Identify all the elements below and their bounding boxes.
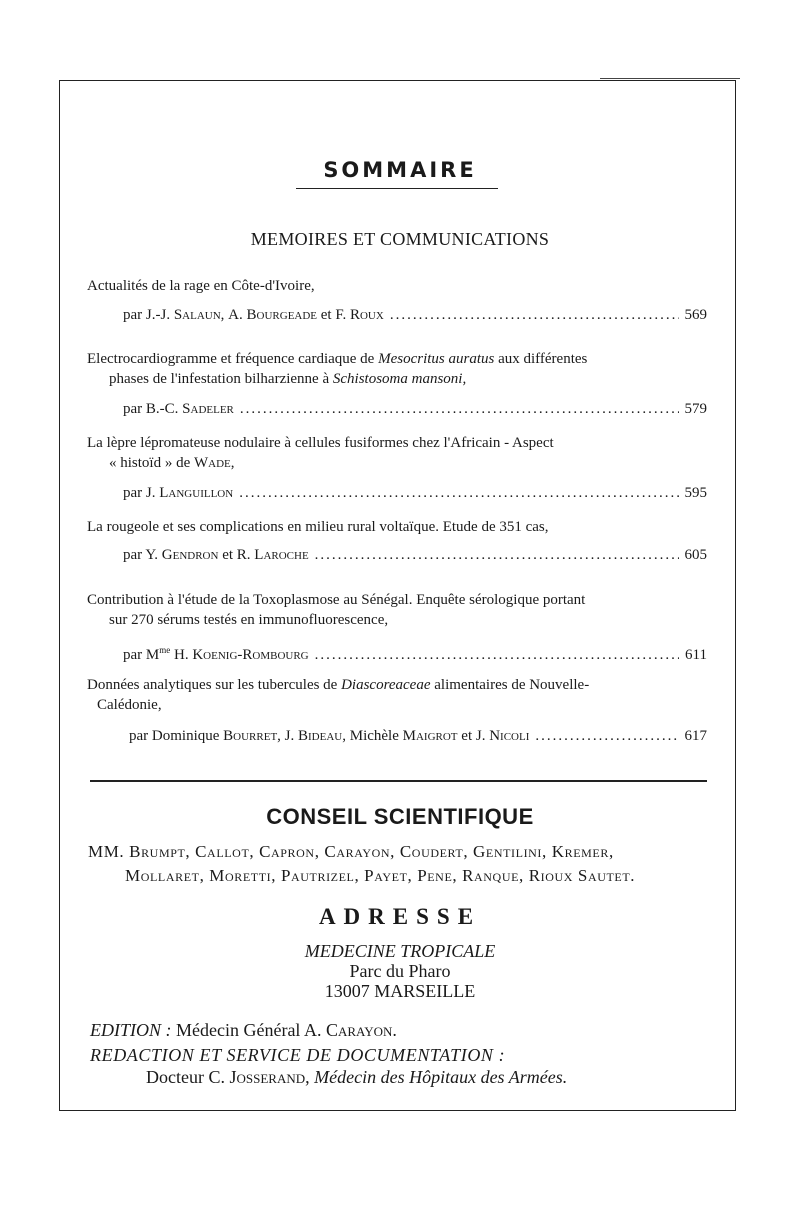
dot-leader <box>239 483 678 503</box>
entry-authors: par $M^{me}$ H. Koenig-Rombourg <box>123 645 309 663</box>
adresse-street: Parc du Pharo <box>349 961 451 981</box>
docteur-line: Docteur C. Josserand, Médecin des Hôpitaux des Armées. <box>146 1067 568 1087</box>
entry-page-number: 611 <box>685 647 707 663</box>
section-divider <box>90 780 707 782</box>
entry-authors: par Dominique Bourret, J. Bideau, Michèle Maigrot et J. Nicoli <box>129 728 530 744</box>
conseil-title: CONSEIL SCIENTIFIQUE <box>266 804 534 829</box>
frame-bottom-border <box>59 1110 736 1111</box>
entry-title-continued: Calédonie, <box>97 697 162 713</box>
toc-entry <box>87 590 707 665</box>
dot-leader <box>240 399 679 419</box>
toc-entry <box>87 433 707 503</box>
adresse-city: 13007 MARSEILLE <box>324 981 476 1001</box>
toc-entry <box>87 349 707 419</box>
frame-top-border <box>59 80 736 81</box>
dot-leader <box>390 305 679 325</box>
entry-title: Electrocardiogramme et fréquence cardiaque de Mesocritus auratus aux différentes <box>87 351 588 367</box>
entry-byline <box>87 545 707 565</box>
entry-title: Données analytiques sur les tubercules de Diascoreaceae alimentaires de Nouvelle- <box>87 677 590 693</box>
dot-leader <box>315 645 679 665</box>
entry-title: Contribution à l'étude de la Toxoplasmose au Sénégal. Enquête sérologique portant <box>87 592 586 608</box>
entry-page-number: 569 <box>684 307 707 323</box>
entry-page-number: 605 <box>684 547 707 563</box>
entry-title: Actualités de la rage en Côte-d'Ivoire, <box>87 278 315 294</box>
entry-authors: par Y. Gendron et R. Laroche <box>123 547 309 563</box>
toc-entry <box>87 517 707 565</box>
frame-top-stroke <box>600 78 740 79</box>
entry-authors: par B.-C. Sadeler <box>123 401 234 417</box>
redaction-label: REDACTION ET SERVICE DE DOCUMENTATION : <box>90 1045 506 1065</box>
sommaire-heading: SOMMAIRE <box>323 158 477 182</box>
conseil-members-line-1: MM. Brumpt, Callot, Capron, Carayon, Coudert, Gentilini, Kremer, <box>88 842 614 861</box>
adresse-title: ADRESSE <box>318 904 482 929</box>
entry-byline <box>87 640 707 665</box>
toc-entry <box>87 675 707 746</box>
entry-title-continued: phases de l'infestation bilharzienne à Schistosoma mansoni, <box>109 371 467 387</box>
adresse-journal-name: MEDECINE TROPICALE <box>304 941 496 961</box>
entry-page-number: 595 <box>684 485 707 501</box>
edition-label: EDITION : <box>90 1020 172 1040</box>
entry-page-number: 617 <box>684 728 707 744</box>
entry-authors: par J.-J. Salaun, A. Bourgeade et F. Roux <box>123 307 384 323</box>
conseil-members-line-2: Mollaret, Moretti, Pautrizel, Payet, Pene, Ranque, Rioux Sautet. <box>125 866 636 885</box>
entry-title-continued: « histoïd » de Wade, <box>109 455 235 471</box>
dot-leader <box>315 545 679 565</box>
entry-page-number: 579 <box>684 401 707 417</box>
edition-line: EDITION : Médecin Général A. Carayon. <box>90 1020 397 1040</box>
section-title: MEMOIRES ET COMMUNICATIONS <box>250 229 550 249</box>
toc-entry <box>87 276 707 325</box>
dot-leader <box>535 726 678 746</box>
entry-byline <box>87 399 707 419</box>
entry-byline <box>87 726 707 746</box>
entry-byline <box>87 483 707 503</box>
entry-title-continued: sur 270 sérums testés en immunofluorescence, <box>109 612 389 628</box>
entry-byline <box>87 305 707 325</box>
entry-title: La lèpre lépromateuse nodulaire à cellules fusiformes chez l'Africain - Aspect <box>87 435 554 451</box>
entry-authors: par J. Languillon <box>123 485 234 501</box>
entry-title: La rougeole et ses complications en milieu rural voltaïque. Etude de 351 cas, <box>87 519 549 535</box>
sommaire-underline <box>296 188 498 189</box>
